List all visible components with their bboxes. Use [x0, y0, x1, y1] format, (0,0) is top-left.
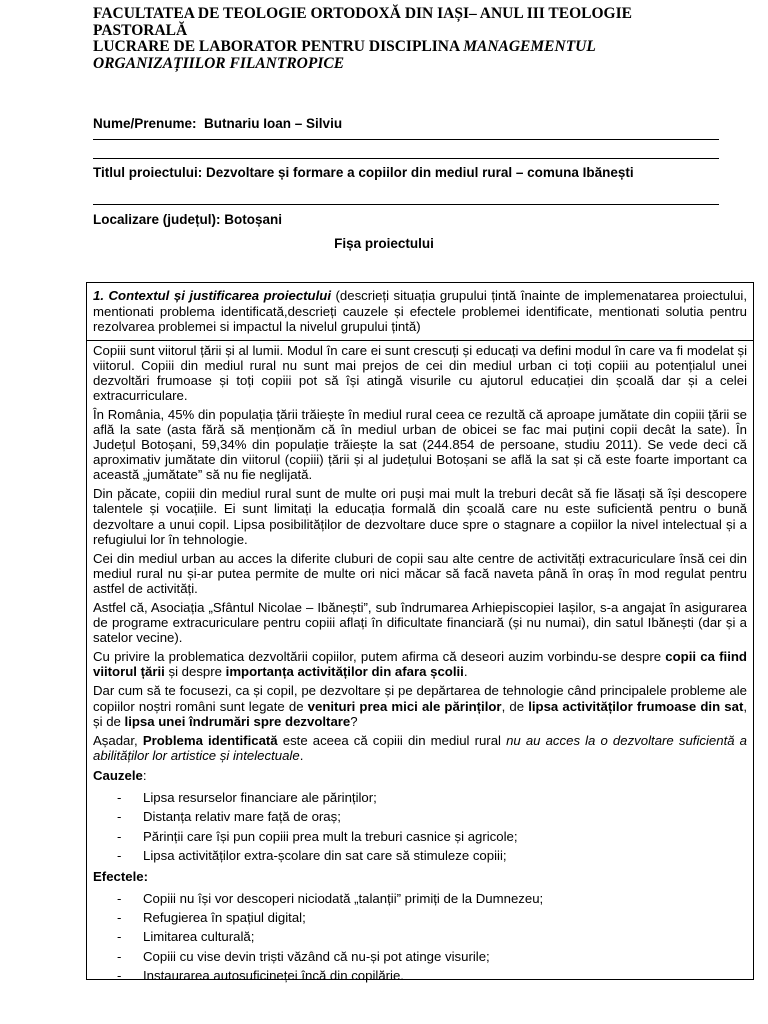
causes-label: Cauzele: [93, 767, 143, 783]
list-item: - Lipsa activităților extra-școlare din sat care să stimuleze copiii;: [93, 846, 747, 865]
name-label: Nume/Prenume:: [93, 116, 197, 131]
p6-text-2: și despre: [164, 664, 226, 680]
divider-3: [93, 204, 719, 205]
p7-emphasis-3: lipsa unei îndrumări spre dezvoltare: [124, 713, 351, 729]
context-section-box: [86, 282, 754, 984]
name-field: [93, 116, 342, 131]
p8-emphasis: Problema identificată: [142, 732, 278, 748]
list-item: - Limitarea culturală;: [93, 927, 747, 946]
list-item: - Refugierea în spațiul digital;: [93, 908, 747, 927]
divider-2: [93, 158, 719, 159]
p8-text-2: este aceea că copiii din mediul rural: [277, 732, 507, 748]
course-discipline: MANAGEMENTUL ORGANIZAȚIILOR FILANTROPICE: [93, 38, 596, 72]
paragraph-5: Astfel că, Asociația „Sfântul Nicolae – Ibănești”, sub îndrumarea Arhiepiscopiei Iașilor, s-a angajat în asigurarea de programe extracuriculare pentru copiii aflați în dificultate financiară (și nu numai), din satul Ibănești (dar și a satelor vecine).: [93, 600, 747, 646]
p6-end: .: [463, 664, 468, 680]
paragraph-3: Din păcate, copiii din mediul rural sunt de multe ori puși mai mult la treburi decât să fie lăsați să își descopere talentele și vocațiile. Ei sunt limitați la educația formală din școală care nu este suficientă pentru o bună dezvoltare a unui copil. Lipsa posibilităților de dezvoltare duce spre o stagnare a copiilor la nivel intelectual și a refugiului lor în tehnologie.: [93, 486, 747, 547]
divider-1: [93, 139, 719, 140]
causes-colon: :: [142, 767, 147, 783]
title-value: Dezvoltare și formare a copiilor din mediul rural – comuna Ibănești: [206, 165, 634, 180]
course-line: [93, 39, 713, 72]
list-item: - Copiii nu își vor descoperi niciodată „talanții” primiți de la Dumnezeu;: [93, 889, 747, 908]
paragraph-4: Cei din mediul urban au acces la diferite cluburi de copii sau alte centre de activități extracuriculare însă cei din mediul rural nu și-ar putea permite de multe ori nici măcar să facă naveta până în oraș în mod regulat pentru astfel de activități.: [93, 550, 747, 596]
name-value: Butnariu Ioan – Silviu: [204, 116, 343, 131]
location-field: [93, 212, 282, 227]
section-heading: 1. Contextul și justificarea proiectului: [93, 288, 331, 303]
p7-emphasis-1: venituri prea mici ale părinților: [307, 698, 502, 714]
location-label: Localizare (județul):: [93, 212, 221, 227]
p8-italic: nu au acces la o dezvoltare suficientă a abilităților lor artistice și intelectuale: [93, 732, 747, 763]
effects-heading: Efectele:: [93, 868, 148, 884]
p8-end: .: [299, 747, 304, 763]
p7-text-2: , de: [501, 698, 529, 714]
list-item: - Lipsa resurselor financiare ale părinților;: [93, 788, 747, 807]
paragraph-2: În România, 45% din populația țării trăiește în mediul rural ceea ce rezultă că aproape jumătate din copiii țării se află la sate (asta fără să menționăm că în mediul urban de obicei se fac mai puțini copii decât la sate). În Județul Botoșani, 59,34% din populație trăiește la sat (244.854 de persoane, studiu 2011). Se vede deci că aproximativ jumătate din viitorul (copiii) țării și al județului Botoșani se află la sat și că este foarte important ca această „jumătate” să nu fie neglijată.: [93, 406, 747, 483]
p7-emphasis-2: lipsa activităților frumoase din sat: [528, 698, 744, 714]
faculty-line: FACULTATEA DE TEOLOGIE ORTODOXĂ DIN IAȘI– ANUL III TEOLOGIE PASTORALĂ: [93, 5, 632, 39]
section-body-cell: [87, 341, 753, 986]
project-title-field: [93, 165, 634, 180]
p6-text: Cu privire la problematica dezvoltării copiilor, putem afirma că deseori auzim vorbindu-se despre: [93, 649, 666, 665]
list-item: - Instaurarea autosuficineței încă din copilărie.: [93, 966, 747, 985]
list-item: - Distanța relativ mare față de oraș;: [93, 807, 747, 826]
effects-list: [93, 889, 747, 986]
list-item: - Părinții care își pun copiii prea mult la treburi casnice și agricole;: [93, 827, 747, 846]
causes-list: [93, 788, 747, 866]
project-sheet-title: Fișa proiectului: [334, 236, 434, 251]
p8-text: Așadar,: [93, 732, 143, 748]
section-instructions: (descrieți situația grupului țintă înainte de implemenatarea proiectului, mentionati problema identificată,descrieți cauzele și efectele problemei identificate, mentionati solutia pentru rezolvarea problemei si impactul la nivelul grupului țintă): [93, 288, 747, 334]
p7-end: ?: [350, 713, 358, 729]
title-label: Titlul proiectului:: [93, 165, 203, 180]
p7-text: Dar cum să te focusezi, ca și copil, pe dezvoltare și pe depărtarea de tehnologie când principalele probleme ale copiilor noștri români sunt legate de: [93, 683, 747, 714]
paragraph-7: [93, 683, 747, 728]
location-value: Botoșani: [224, 212, 283, 227]
paragraph-8: [93, 733, 747, 763]
paragraph-6: [93, 649, 747, 679]
list-item: - Copiii cu vise devin triști văzând că nu-și pot atinge visurile;: [93, 947, 747, 966]
p6-emphasis-2: importanța activităților din afara școlii: [225, 664, 464, 680]
document-header: [93, 6, 713, 72]
p6-emphasis-1: copii ca fiind viitorul țării: [93, 649, 747, 680]
causes-heading: [93, 767, 747, 784]
course-prefix: LUCRARE DE LABORATOR PENTRU DISCIPLINA: [93, 38, 464, 55]
section-heading-cell: [87, 283, 753, 341]
paragraph-1: Copiii sunt viitorul țării și al lumii. Modul în care ei sunt crescuți și educați va defini modul în care va fi modelat și viitorul. Copiii din mediul rural nu sunt mai prejos de cei din mediul urban ci toți copiii au potențialul unei dezvoltări frumoase și toți copiii pot să își atingă visurile cu ajutorul educației din școală dar și a celei extracurriculare.: [93, 342, 747, 403]
p7-text-3: , și de: [93, 698, 748, 729]
